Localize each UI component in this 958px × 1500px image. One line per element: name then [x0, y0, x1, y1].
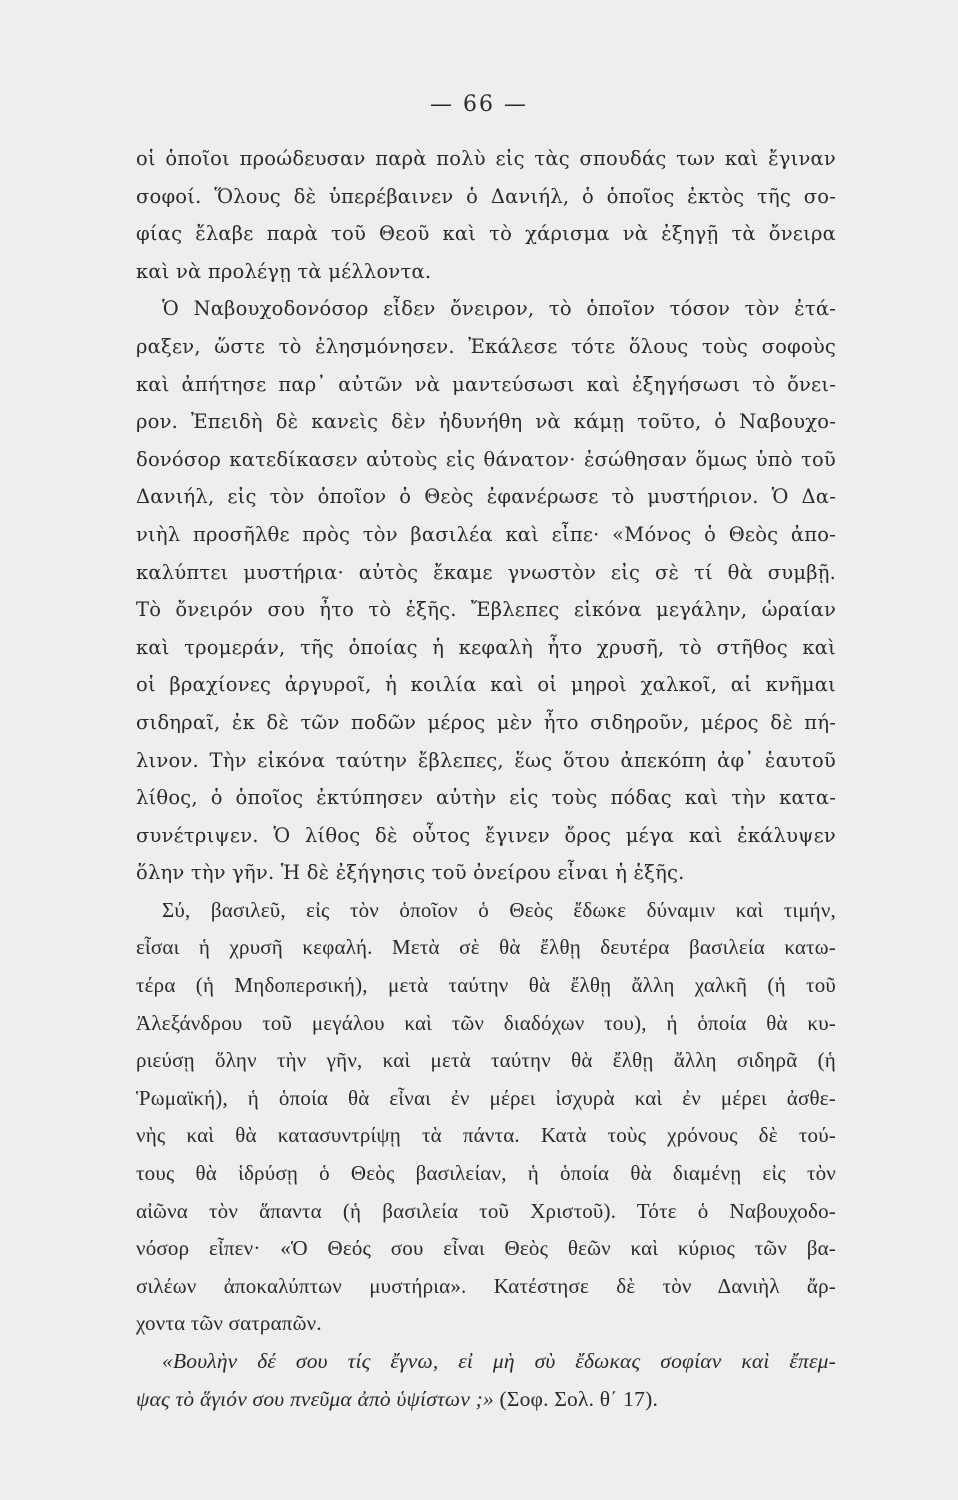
- text-line: ριεύσῃ ὅλην τὴν γῆν, καὶ μετὰ ταύτην θὰ ἔλθῃ ἄλλη σιδηρᾶ (ἡ: [136, 1048, 836, 1073]
- text-line: οἱ ὁποῖοι προώδευσαν παρὰ πολὺ εἰς τὰς σπουδάς των καὶ ἔγιναν: [136, 147, 836, 170]
- page-number: — 66 —: [430, 92, 528, 117]
- text-line: ρον. Ἐπειδὴ δὲ κανεὶς δὲν ἠδυνήθη νὰ κάμῃ τοῦτο, ὁ Ναβουχο-: [136, 410, 836, 434]
- text-line: φίας ἔλαβε παρὰ τοῦ Θεοῦ καὶ τὸ χάρισμα νὰ ἐξηγῇ τὰ ὄνειρα: [136, 222, 836, 246]
- body-text: [136, 140, 836, 1418]
- text-line: Σύ, βασιλεῦ, εἰς τὸν ὁποῖον ὁ Θεὸς ἔδωκε δύναμιν καὶ τιμήν,: [162, 897, 836, 922]
- paragraph-3: [136, 892, 836, 1343]
- text-line: σοφοί. Ὅλους δὲ ὑπερέβαινεν ὁ Δανιήλ, ὁ ὁποῖος ἐκτὸς τῆς σο-: [136, 184, 836, 208]
- text-line: Ῥωμαϊκή), ἡ ὁποία θὰ εἶναι ἐν μέρει ἰσχυρὰ καὶ ἐν μέρει ἀσθε-: [136, 1085, 836, 1110]
- quote-line: [136, 1381, 836, 1419]
- text-line: χοντα τῶν σατραπῶν.: [136, 1311, 322, 1336]
- text-line: καλύπτει μυστήρια· αὐτὸς ἔκαμε γνωστὸν εἰς σὲ τί θὰ συμβῇ.: [136, 560, 836, 584]
- text-line: καὶ ἀπήτησε παρ᾽ αὐτῶν νὰ μαντεύσωσι καὶ ἐξηγήσωσι τὸ ὄνει-: [136, 372, 836, 396]
- quote-text: ψας τὸ ἅγιόν σου πνεῦμα ἀπὸ ὑψίστων ;»: [136, 1386, 494, 1411]
- paragraph-1: [136, 140, 836, 290]
- text-line: ὅλην τὴν γῆν. Ἡ δὲ ἐξήγησις τοῦ ὀνείρου εἶναι ἡ ἑξῆς.: [136, 861, 685, 885]
- text-line: σιλέων ἀποκαλύπτων μυστήρια». Κατέστησε δὲ τὸν Δανιὴλ ἄρ-: [136, 1273, 836, 1298]
- text-line: λινον. Τὴν εἰκόνα ταύτην ἔβλεπες, ἕως ὅτου ἀπεκόπη ἀφ᾽ ἑαυτοῦ: [136, 748, 836, 772]
- text-line: οἱ βραχίονες ἀργυροῖ, ἡ κοιλία καὶ οἱ μηροὶ χαλκοῖ, αἱ κνῆμαι: [136, 673, 836, 697]
- quote-line: «Βουλὴν δέ σου τίς ἔγνω, εἰ μὴ σὺ ἔδωκας σοφίαν καὶ ἔπεμ-: [162, 1349, 836, 1373]
- paragraph-2: [136, 290, 836, 892]
- text-line: νόσορ εἶπεν· «Ὁ Θεός σου εἶναι Θεὸς θεῶν καὶ κύριος τῶν βα-: [136, 1236, 836, 1261]
- text-line: τους θὰ ἱδρύσῃ ὁ Θεὸς βασιλείαν, ἡ ὁποία θὰ διαμένῃ εἰς τὸν: [136, 1161, 836, 1186]
- text-line: νιὴλ προσῆλθε πρὸς τὸν βασιλέα καὶ εἶπε· «Μόνος ὁ Θεὸς ἀπο-: [136, 522, 836, 546]
- closing-quote: [136, 1343, 836, 1418]
- text-line: Ὁ Ναβουχοδονόσορ εἶδεν ὄνειρον, τὸ ὁποῖον τόσον τὸν ἐτά-: [162, 297, 836, 321]
- text-line: δονόσορ κατεδίκασεν αὐτοὺς εἰς θάνατον· ἐσώθησαν ὅμως ὑπὸ τοῦ: [136, 447, 836, 471]
- text-line: καὶ νὰ προλέγῃ τὰ μέλλοντα.: [136, 259, 432, 283]
- text-line: Ἀλεξάνδρου τοῦ μεγάλου καὶ τῶν διαδόχων του), ἡ ὁποία θὰ κυ-: [136, 1010, 836, 1035]
- text-line: νὴς καὶ θὰ κατασυντρίψῃ τὰ πάντα. Κατὰ τοὺς χρόνους δὲ τού-: [136, 1123, 836, 1148]
- text-line: λίθος, ὁ ὁποῖος ἐκτύπησεν αὐτὴν εἰς τοὺς πόδας καὶ τὴν κατα-: [136, 786, 836, 810]
- text-line: σιδηραῖ, ἐκ δὲ τῶν ποδῶν μέρος μὲν ἦτο σιδηροῦν, μέρος δὲ πή-: [136, 710, 836, 734]
- text-line: τέρα (ἡ Μηδοπερσική), μετὰ ταύτην θὰ ἔλθῃ ἄλλη χαλκῆ (ἡ τοῦ: [136, 973, 836, 998]
- text-line: συνέτριψεν. Ὁ λίθος δὲ οὗτος ἔγινεν ὄρος μέγα καὶ ἐκάλυψεν: [136, 823, 836, 847]
- text-line: ραξεν, ὥστε τὸ ἐλησμόνησεν. Ἐκάλεσε τότε ὅλους τοὺς σοφοὺς: [136, 334, 836, 358]
- text-line: Τὸ ὄνειρόν σου ἦτο τὸ ἑξῆς. Ἔβλεπες εἰκόνα μεγάλην, ὡραίαν: [136, 598, 836, 622]
- text-line: Δανιήλ, εἰς τὸν ὁποῖον ὁ Θεὸς ἐφανέρωσε τὸ μυστήριον. Ὁ Δα-: [136, 485, 836, 509]
- text-line: εἶσαι ἡ χρυσῆ κεφαλή. Μετὰ σὲ θὰ ἔλθῃ δευτέρα βασιλεία κατω-: [136, 935, 836, 960]
- quote-reference: (Σοφ. Σολ. θ΄ 17).: [499, 1386, 659, 1411]
- text-line: αἰῶνα τὸν ἅπαντα (ἡ βασιλεία τοῦ Χριστοῦ). Τότε ὁ Ναβουχοδο-: [136, 1198, 836, 1223]
- text-line: καὶ τρομεράν, τῆς ὁποίας ἡ κεφαλὴ ἦτο χρυσῆ, τὸ στῆθος καὶ: [136, 635, 836, 659]
